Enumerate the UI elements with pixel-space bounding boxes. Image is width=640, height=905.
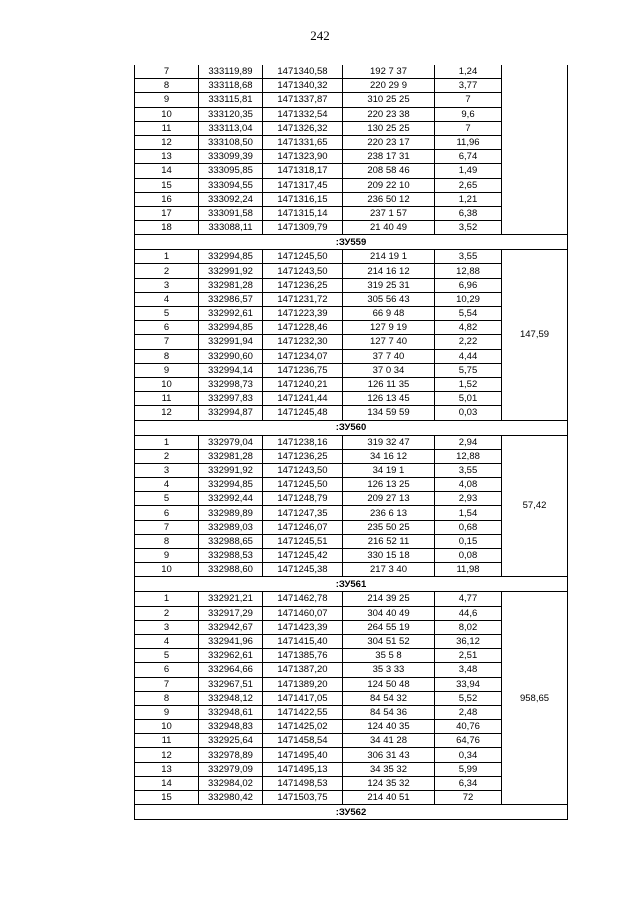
y-coordinate-cell: 1471223,39 (263, 307, 343, 321)
x-coordinate-cell: 332994,85 (199, 321, 263, 335)
length-cell: 4,44 (435, 349, 502, 363)
direction-angle-cell: 192 7 37 (343, 65, 435, 79)
point-number-cell: 7 (135, 65, 199, 79)
x-coordinate-cell: 333118,68 (199, 79, 263, 93)
y-coordinate-cell: 1471503,75 (263, 791, 343, 805)
point-number-cell: 14 (135, 164, 199, 178)
point-number-cell: 3 (135, 620, 199, 634)
direction-angle-cell: 306 31 43 (343, 748, 435, 762)
direction-angle-cell: 124 40 35 (343, 720, 435, 734)
length-cell: 6,34 (435, 776, 502, 790)
y-coordinate-cell: 1471245,38 (263, 563, 343, 577)
y-coordinate-cell: 1471228,46 (263, 321, 343, 335)
x-coordinate-cell: 332921,21 (199, 592, 263, 606)
point-number-cell: 5 (135, 307, 199, 321)
point-number-cell: 9 (135, 549, 199, 563)
table-row (135, 250, 568, 264)
point-number-cell: 9 (135, 705, 199, 719)
point-number-cell: 9 (135, 363, 199, 377)
point-number-cell: 13 (135, 150, 199, 164)
y-coordinate-cell: 1471337,87 (263, 93, 343, 107)
point-number-cell: 8 (135, 349, 199, 363)
y-coordinate-cell: 1471458,54 (263, 734, 343, 748)
length-cell: 44,6 (435, 606, 502, 620)
length-cell: 5,01 (435, 392, 502, 406)
y-coordinate-cell: 1471495,40 (263, 748, 343, 762)
x-coordinate-cell: 332991,94 (199, 335, 263, 349)
length-cell: 6,38 (435, 206, 502, 220)
length-cell: 5,52 (435, 691, 502, 705)
point-number-cell: 14 (135, 776, 199, 790)
y-coordinate-cell: 1471495,13 (263, 762, 343, 776)
section-header-row (135, 577, 568, 592)
length-cell: 72 (435, 791, 502, 805)
x-coordinate-cell: 332980,42 (199, 791, 263, 805)
length-cell: 9,6 (435, 107, 502, 121)
direction-angle-cell: 127 9 19 (343, 321, 435, 335)
x-coordinate-cell: 333092,24 (199, 192, 263, 206)
y-coordinate-cell: 1471315,14 (263, 206, 343, 220)
section-title: :ЗУ559 (135, 235, 568, 250)
point-number-cell: 2 (135, 264, 199, 278)
x-coordinate-cell: 332986,57 (199, 292, 263, 306)
x-coordinate-cell: 332941,96 (199, 634, 263, 648)
direction-angle-cell: 124 35 32 (343, 776, 435, 790)
length-cell: 0,08 (435, 549, 502, 563)
direction-angle-cell: 21 40 49 (343, 221, 435, 235)
length-cell: 1,49 (435, 164, 502, 178)
x-coordinate-cell: 332967,51 (199, 677, 263, 691)
direction-angle-cell: 126 13 25 (343, 478, 435, 492)
direction-angle-cell: 319 32 47 (343, 435, 435, 449)
y-coordinate-cell: 1471425,02 (263, 720, 343, 734)
length-cell: 11,96 (435, 135, 502, 149)
direction-angle-cell: 319 25 31 (343, 278, 435, 292)
x-coordinate-cell: 332984,02 (199, 776, 263, 790)
direction-angle-cell: 304 51 52 (343, 634, 435, 648)
point-number-cell: 15 (135, 791, 199, 805)
direction-angle-cell: 35 5 8 (343, 649, 435, 663)
area-cell (502, 65, 568, 235)
length-cell: 3,52 (435, 221, 502, 235)
point-number-cell: 5 (135, 492, 199, 506)
x-coordinate-cell: 333094,55 (199, 178, 263, 192)
x-coordinate-cell: 332981,28 (199, 278, 263, 292)
y-coordinate-cell: 1471340,32 (263, 79, 343, 93)
x-coordinate-cell: 332990,60 (199, 349, 263, 363)
x-coordinate-cell: 333091,58 (199, 206, 263, 220)
x-coordinate-cell: 333115,81 (199, 93, 263, 107)
length-cell: 1,54 (435, 506, 502, 520)
section-header-row (135, 235, 568, 250)
length-cell: 10,29 (435, 292, 502, 306)
direction-angle-cell: 236 6 13 (343, 506, 435, 520)
direction-angle-cell: 127 7 40 (343, 335, 435, 349)
y-coordinate-cell: 1471326,32 (263, 121, 343, 135)
direction-angle-cell: 209 22 10 (343, 178, 435, 192)
length-cell: 36,12 (435, 634, 502, 648)
y-coordinate-cell: 1471332,54 (263, 107, 343, 121)
length-cell: 0,03 (435, 406, 502, 420)
length-cell: 11,98 (435, 563, 502, 577)
y-coordinate-cell: 1471318,17 (263, 164, 343, 178)
direction-angle-cell: 238 17 31 (343, 150, 435, 164)
y-coordinate-cell: 1471247,35 (263, 506, 343, 520)
y-coordinate-cell: 1471340,58 (263, 65, 343, 79)
table-row (135, 435, 568, 449)
page-number: 242 (310, 28, 330, 43)
x-coordinate-cell: 332988,53 (199, 549, 263, 563)
direction-angle-cell: 216 52 11 (343, 534, 435, 548)
direction-angle-cell: 220 23 38 (343, 107, 435, 121)
x-coordinate-cell: 332981,28 (199, 449, 263, 463)
direction-angle-cell: 37 0 34 (343, 363, 435, 377)
direction-angle-cell: 134 59 59 (343, 406, 435, 420)
direction-angle-cell: 217 3 40 (343, 563, 435, 577)
point-number-cell: 8 (135, 691, 199, 705)
x-coordinate-cell: 332991,92 (199, 463, 263, 477)
x-coordinate-cell: 332994,85 (199, 250, 263, 264)
length-cell: 4,77 (435, 592, 502, 606)
length-cell: 7 (435, 121, 502, 135)
length-cell: 3,55 (435, 463, 502, 477)
x-coordinate-cell: 332978,89 (199, 748, 263, 762)
area-cell: 147,59 (502, 250, 568, 420)
direction-angle-cell: 214 40 51 (343, 791, 435, 805)
direction-angle-cell: 34 16 12 (343, 449, 435, 463)
y-coordinate-cell: 1471422,55 (263, 705, 343, 719)
y-coordinate-cell: 1471331,65 (263, 135, 343, 149)
coordinates-table (134, 65, 568, 820)
point-number-cell: 1 (135, 592, 199, 606)
y-coordinate-cell: 1471417,05 (263, 691, 343, 705)
point-number-cell: 10 (135, 720, 199, 734)
length-cell: 4,08 (435, 478, 502, 492)
x-coordinate-cell: 332979,09 (199, 762, 263, 776)
direction-angle-cell: 209 27 13 (343, 492, 435, 506)
point-number-cell: 11 (135, 121, 199, 135)
coordinates-table-wrapper (134, 65, 567, 820)
direction-angle-cell: 126 11 35 (343, 377, 435, 391)
length-cell: 12,88 (435, 449, 502, 463)
length-cell: 8,02 (435, 620, 502, 634)
point-number-cell: 8 (135, 79, 199, 93)
direction-angle-cell: 35 3 33 (343, 663, 435, 677)
length-cell: 33,94 (435, 677, 502, 691)
point-number-cell: 5 (135, 649, 199, 663)
x-coordinate-cell: 332994,87 (199, 406, 263, 420)
x-coordinate-cell: 332948,12 (199, 691, 263, 705)
section-title: :ЗУ560 (135, 420, 568, 435)
direction-angle-cell: 34 41 28 (343, 734, 435, 748)
x-coordinate-cell: 332992,61 (199, 307, 263, 321)
direction-angle-cell: 304 40 49 (343, 606, 435, 620)
y-coordinate-cell: 1471462,78 (263, 592, 343, 606)
y-coordinate-cell: 1471236,25 (263, 449, 343, 463)
y-coordinate-cell: 1471248,79 (263, 492, 343, 506)
length-cell: 5,54 (435, 307, 502, 321)
y-coordinate-cell: 1471309,79 (263, 221, 343, 235)
point-number-cell: 10 (135, 107, 199, 121)
y-coordinate-cell: 1471317,45 (263, 178, 343, 192)
y-coordinate-cell: 1471241,44 (263, 392, 343, 406)
point-number-cell: 7 (135, 677, 199, 691)
direction-angle-cell: 235 50 25 (343, 520, 435, 534)
point-number-cell: 4 (135, 478, 199, 492)
section-header-row (135, 805, 568, 820)
direction-angle-cell: 208 58 46 (343, 164, 435, 178)
direction-angle-cell: 84 54 36 (343, 705, 435, 719)
x-coordinate-cell: 333119,89 (199, 65, 263, 79)
length-cell: 2,93 (435, 492, 502, 506)
point-number-cell: 3 (135, 278, 199, 292)
y-coordinate-cell: 1471389,20 (263, 677, 343, 691)
y-coordinate-cell: 1471245,51 (263, 534, 343, 548)
direction-angle-cell: 220 29 9 (343, 79, 435, 93)
x-coordinate-cell: 332989,89 (199, 506, 263, 520)
section-title: :ЗУ562 (135, 805, 568, 820)
length-cell: 3,55 (435, 250, 502, 264)
y-coordinate-cell: 1471316,15 (263, 192, 343, 206)
length-cell: 3,48 (435, 663, 502, 677)
length-cell: 1,21 (435, 192, 502, 206)
table-row (135, 592, 568, 606)
point-number-cell: 6 (135, 663, 199, 677)
point-number-cell: 4 (135, 634, 199, 648)
y-coordinate-cell: 1471385,76 (263, 649, 343, 663)
direction-angle-cell: 214 39 25 (343, 592, 435, 606)
x-coordinate-cell: 333108,50 (199, 135, 263, 149)
point-number-cell: 3 (135, 463, 199, 477)
x-coordinate-cell: 333088,11 (199, 221, 263, 235)
area-cell: 57,42 (502, 435, 568, 577)
x-coordinate-cell: 332994,85 (199, 478, 263, 492)
y-coordinate-cell: 1471234,07 (263, 349, 343, 363)
point-number-cell: 12 (135, 748, 199, 762)
y-coordinate-cell: 1471243,50 (263, 463, 343, 477)
point-number-cell: 1 (135, 250, 199, 264)
x-coordinate-cell: 332979,04 (199, 435, 263, 449)
direction-angle-cell: 237 1 57 (343, 206, 435, 220)
direction-angle-cell: 236 50 12 (343, 192, 435, 206)
direction-angle-cell: 34 19 1 (343, 463, 435, 477)
point-number-cell: 15 (135, 178, 199, 192)
x-coordinate-cell: 332989,03 (199, 520, 263, 534)
length-cell: 2,48 (435, 705, 502, 719)
point-number-cell: 11 (135, 734, 199, 748)
direction-angle-cell: 66 9 48 (343, 307, 435, 321)
x-coordinate-cell: 332991,92 (199, 264, 263, 278)
point-number-cell: 13 (135, 762, 199, 776)
x-coordinate-cell: 332998,73 (199, 377, 263, 391)
direction-angle-cell: 214 19 1 (343, 250, 435, 264)
point-number-cell: 7 (135, 520, 199, 534)
y-coordinate-cell: 1471243,50 (263, 264, 343, 278)
point-number-cell: 2 (135, 449, 199, 463)
length-cell: 0,34 (435, 748, 502, 762)
x-coordinate-cell: 332925,64 (199, 734, 263, 748)
y-coordinate-cell: 1471245,42 (263, 549, 343, 563)
x-coordinate-cell: 332988,65 (199, 534, 263, 548)
x-coordinate-cell: 332997,83 (199, 392, 263, 406)
point-number-cell: 7 (135, 335, 199, 349)
x-coordinate-cell: 333095,85 (199, 164, 263, 178)
length-cell: 12,88 (435, 264, 502, 278)
length-cell: 4,82 (435, 321, 502, 335)
point-number-cell: 1 (135, 435, 199, 449)
table-row (135, 65, 568, 79)
y-coordinate-cell: 1471240,21 (263, 377, 343, 391)
y-coordinate-cell: 1471387,20 (263, 663, 343, 677)
point-number-cell: 8 (135, 534, 199, 548)
y-coordinate-cell: 1471460,07 (263, 606, 343, 620)
length-cell: 2,51 (435, 649, 502, 663)
direction-angle-cell: 126 13 45 (343, 392, 435, 406)
point-number-cell: 12 (135, 135, 199, 149)
point-number-cell: 17 (135, 206, 199, 220)
y-coordinate-cell: 1471246,07 (263, 520, 343, 534)
x-coordinate-cell: 332962,61 (199, 649, 263, 663)
point-number-cell: 16 (135, 192, 199, 206)
length-cell: 40,76 (435, 720, 502, 734)
length-cell: 6,74 (435, 150, 502, 164)
direction-angle-cell: 220 23 17 (343, 135, 435, 149)
direction-angle-cell: 310 25 25 (343, 93, 435, 107)
direction-angle-cell: 84 54 32 (343, 691, 435, 705)
direction-angle-cell: 330 15 18 (343, 549, 435, 563)
x-coordinate-cell: 332964,66 (199, 663, 263, 677)
x-coordinate-cell: 332988,60 (199, 563, 263, 577)
x-coordinate-cell: 332948,83 (199, 720, 263, 734)
y-coordinate-cell: 1471498,53 (263, 776, 343, 790)
direction-angle-cell: 130 25 25 (343, 121, 435, 135)
coordinates-table-body (135, 65, 568, 820)
y-coordinate-cell: 1471323,90 (263, 150, 343, 164)
y-coordinate-cell: 1471236,75 (263, 363, 343, 377)
point-number-cell: 11 (135, 392, 199, 406)
x-coordinate-cell: 333099,39 (199, 150, 263, 164)
y-coordinate-cell: 1471415,40 (263, 634, 343, 648)
point-number-cell: 12 (135, 406, 199, 420)
length-cell: 3,77 (435, 79, 502, 93)
y-coordinate-cell: 1471238,16 (263, 435, 343, 449)
x-coordinate-cell: 332994,14 (199, 363, 263, 377)
y-coordinate-cell: 1471232,30 (263, 335, 343, 349)
length-cell: 0,68 (435, 520, 502, 534)
x-coordinate-cell: 332992,44 (199, 492, 263, 506)
x-coordinate-cell: 332917,29 (199, 606, 263, 620)
point-number-cell: 6 (135, 321, 199, 335)
y-coordinate-cell: 1471245,50 (263, 250, 343, 264)
direction-angle-cell: 305 56 43 (343, 292, 435, 306)
length-cell: 64,76 (435, 734, 502, 748)
x-coordinate-cell: 333113,04 (199, 121, 263, 135)
direction-angle-cell: 124 50 48 (343, 677, 435, 691)
x-coordinate-cell: 333120,35 (199, 107, 263, 121)
direction-angle-cell: 214 16 12 (343, 264, 435, 278)
y-coordinate-cell: 1471231,72 (263, 292, 343, 306)
point-number-cell: 2 (135, 606, 199, 620)
point-number-cell: 6 (135, 506, 199, 520)
direction-angle-cell: 264 55 19 (343, 620, 435, 634)
length-cell: 7 (435, 93, 502, 107)
length-cell: 1,52 (435, 377, 502, 391)
length-cell: 2,94 (435, 435, 502, 449)
length-cell: 5,99 (435, 762, 502, 776)
length-cell: 2,22 (435, 335, 502, 349)
length-cell: 2,65 (435, 178, 502, 192)
direction-angle-cell: 37 7 40 (343, 349, 435, 363)
length-cell: 1,24 (435, 65, 502, 79)
y-coordinate-cell: 1471236,25 (263, 278, 343, 292)
y-coordinate-cell: 1471245,50 (263, 478, 343, 492)
direction-angle-cell: 34 35 32 (343, 762, 435, 776)
y-coordinate-cell: 1471245,48 (263, 406, 343, 420)
section-header-row (135, 420, 568, 435)
length-cell: 0,15 (435, 534, 502, 548)
point-number-cell: 18 (135, 221, 199, 235)
y-coordinate-cell: 1471423,39 (263, 620, 343, 634)
x-coordinate-cell: 332948,61 (199, 705, 263, 719)
point-number-cell: 10 (135, 563, 199, 577)
x-coordinate-cell: 332942,67 (199, 620, 263, 634)
point-number-cell: 9 (135, 93, 199, 107)
length-cell: 6,96 (435, 278, 502, 292)
point-number-cell: 4 (135, 292, 199, 306)
length-cell: 5,75 (435, 363, 502, 377)
point-number-cell: 10 (135, 377, 199, 391)
area-cell: 958,65 (502, 592, 568, 805)
section-title: :ЗУ561 (135, 577, 568, 592)
